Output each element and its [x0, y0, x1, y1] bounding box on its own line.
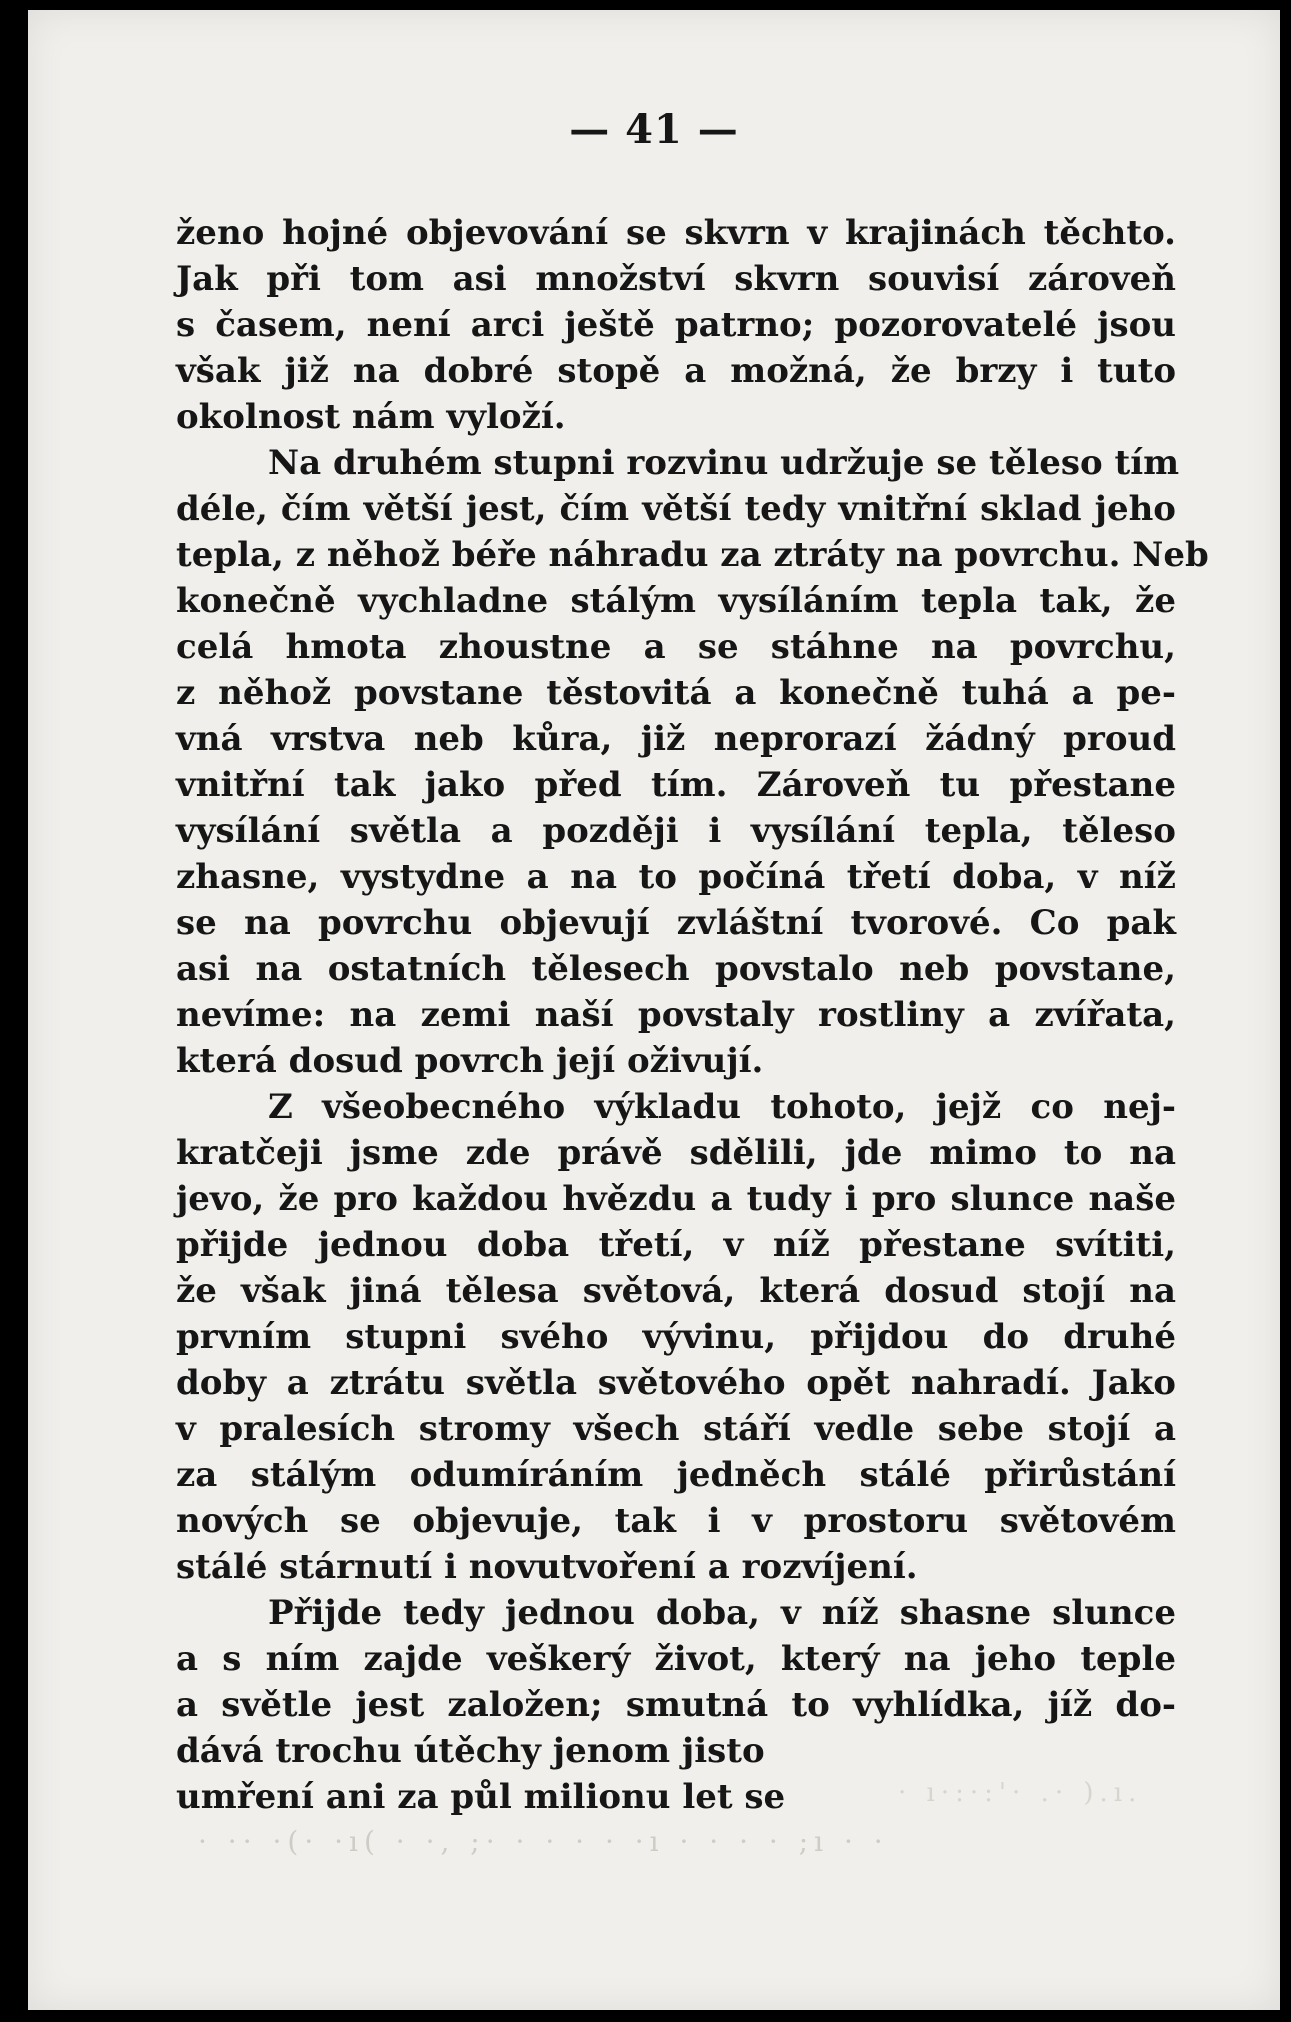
text-line: okolnost nám vyloží. — [176, 397, 566, 437]
text-line: konečně vychladne stálým vysíláním tepla tak, že — [176, 581, 1176, 621]
text-line: vysílání světla a později i vysílání tepla, těleso — [176, 811, 1176, 851]
text-line: přijde jednou doba třetí, v níž přestane svítiti, — [176, 1225, 1176, 1265]
faded-ink-tail: · ı·:·:'· .· ).ı. — [898, 1778, 1143, 1808]
text-line: která dosud povrch její oživují. — [176, 1041, 764, 1081]
text-line: zhasne, vystydne a na to počíná třetí doba, v níž — [176, 857, 1176, 897]
text-line: stálé stárnutí i novutvoření a rozvíjení. — [176, 1547, 918, 1587]
text-line: Jak při tom asi množství skvrn souvisí zároveň — [176, 259, 1176, 299]
book-page — [28, 10, 1280, 2010]
text-line: vná vrstva neb kůra, již neprorazí žádný proud — [176, 719, 1176, 759]
text-line: Z všeobecného výkladu tohoto, jejž co nej- — [268, 1087, 1176, 1127]
text-line: se na povrchu objevují zvláštní tvorové. Co pak — [176, 903, 1176, 943]
text-line: nevíme: na zemi naší povstaly rostliny a zvířata, — [176, 995, 1176, 1035]
text-line: jevo, že pro každou hvězdu a tudy i pro slunce naše — [176, 1179, 1176, 1219]
body-text — [176, 210, 1209, 1820]
text-line: a s ním zajde veškerý život, který na jeho teple — [176, 1639, 1176, 1679]
text-line: celá hmota zhoustne a se stáhne na povrchu, — [176, 627, 1176, 667]
text-line: však již na dobré stopě a možná, že brzy i tuto — [176, 351, 1176, 391]
text-line: v pralesích stromy všech stáří vedle sebe stojí a — [176, 1409, 1176, 1449]
text-line: za stálým odumíráním jedněch stálé přirůstání — [176, 1455, 1176, 1495]
text-line: tepla, z něhož béře náhradu za ztráty na povrchu. Neb — [176, 535, 1209, 575]
text-line: asi na ostatních tělesech povstalo neb povstane, — [176, 949, 1176, 989]
text-line: nových se objevuje, tak i v prostoru světovém — [176, 1501, 1176, 1541]
text-line: dává trochu útěchy jenom jisto — [176, 1731, 765, 1771]
page-number: — 41 — — [569, 106, 739, 153]
text-line: a světle jest založen; smutná to vyhlídka, jíž do- — [176, 1685, 1176, 1725]
text-line: z něhož povstane těstovitá a konečně tuhá a pe- — [176, 673, 1176, 713]
faded-ink-row: · ·· ·(· ·ı( · ·, ;· · · · · ·ı · · · · ;ı · · — [198, 1825, 889, 1858]
text-line: kratčeji jsme zde právě sdělili, jde mimo to na — [176, 1133, 1176, 1173]
text-line: že však jiná tělesa světová, která dosud stojí na — [176, 1271, 1176, 1311]
text-line: prvním stupni svého vývinu, přijdou do druhé — [176, 1317, 1176, 1357]
text-line: vnitřní tak jako před tím. Zároveň tu přestane — [176, 765, 1176, 805]
text-line: umření ani za půl milionu let se — [176, 1777, 786, 1817]
text-line: déle, čím větší jest, čím větší tedy vnitřní sklad jeho — [176, 489, 1176, 529]
text-line: s časem, není arci ještě patrno; pozorovatelé jsou — [176, 305, 1176, 345]
text-line: doby a ztrátu světla světového opět nahradí. Jako — [176, 1363, 1176, 1403]
text-line: Přijde tedy jednou doba, v níž shasne slunce — [268, 1593, 1176, 1633]
text-line: Na druhém stupni rozvinu udržuje se těleso tím — [268, 443, 1180, 483]
text-line: ženo hojné objevování se skvrn v krajinách těchto. — [176, 213, 1176, 253]
scan-left-edge — [0, 0, 28, 2022]
